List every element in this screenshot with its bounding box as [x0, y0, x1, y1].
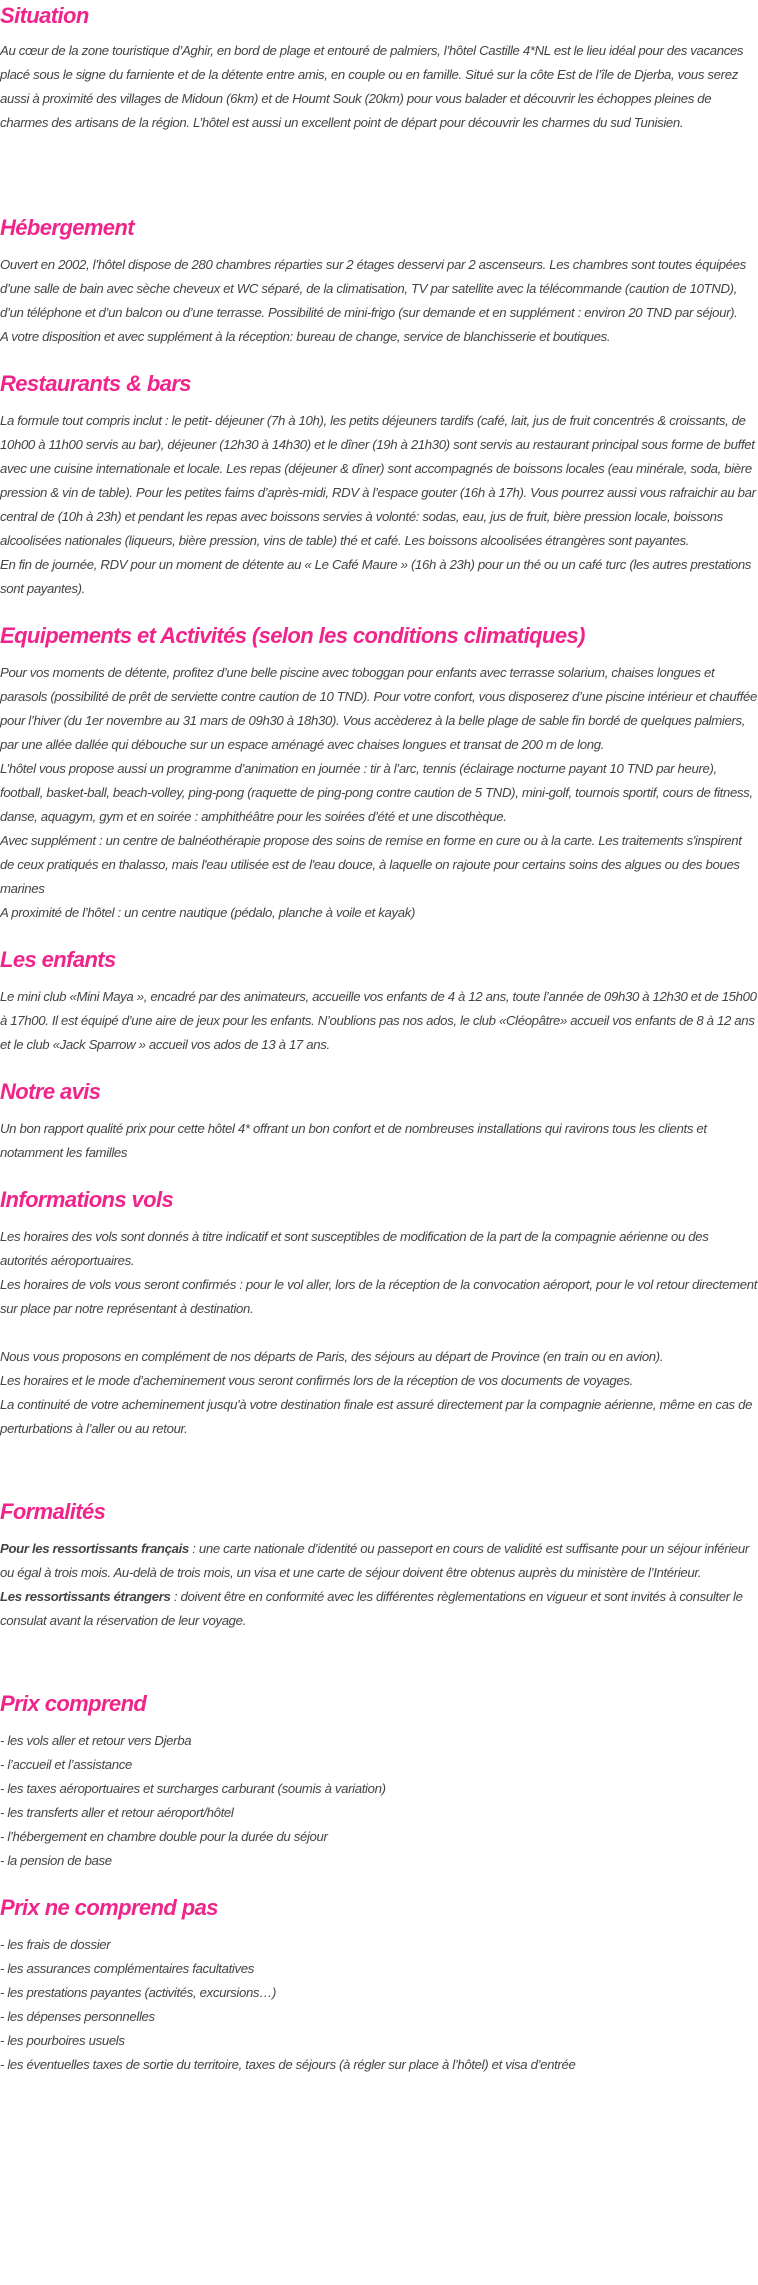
list-item: - les assurances complémentaires facultatives — [0, 1961, 254, 1976]
section-title: Les enfants — [0, 947, 116, 972]
section-title: Informations vols — [0, 1187, 174, 1212]
section-title: Equipements et Activités (selon les conditions climatiques) — [0, 623, 585, 648]
paragraph: Les horaires des vols sont donnés à titre indicatif et sont susceptibles de modification de la part de la compagnie aérienne ou des autorités aéroportuaires. — [0, 1229, 709, 1268]
label-ressortissants-francais: Pour les ressortissants français — [0, 1541, 189, 1556]
paragraph: La continuité de votre acheminement jusqu'à votre destination finale est assuré directement par la compagnie aérienne, même en cas de perturbations à l’aller ou au retour. — [0, 1397, 753, 1436]
section-situation — [0, 0, 758, 135]
list-item: - les éventuelles taxes de sortie du territoire, taxes de séjours (à régler sur place à l’hôtel) et visa d’entrée — [0, 2057, 576, 2072]
paragraph: Au cœur de la zone touristique d’Aghir, en bord de plage et entouré de palmiers, l’hôtel Castille 4*NL est le lieu idéal pour des vacances placé sous le signe du farniente et de la détente entre amis, en couple ou en famille. Situé sur la côte Est de l’île de Djerba, vous serez aussi à proximité des villages de Midoun (6km) et de Houmt Souk (20km) pour vous balader et découvrir les échoppes pleines de charmes des artisans de la région. L’hôtel est aussi un excellent point de départ pour découvrir les charmes du sud Tunisien. — [0, 43, 744, 130]
section-avis — [0, 1077, 758, 1165]
section-vols — [0, 1185, 758, 1441]
section-title: Situation — [0, 3, 89, 28]
paragraph: Avec supplément : un centre de balnéothérapie propose des soins de remise en forme en cure ou à la carte. Les traitements s'inspirent de ceux pratiqués en thalasso, mais l'eau utilisée est de l'eau douce, à laquelle on rajoute pour certains soins des algues ou des boues marines — [0, 833, 742, 896]
section-prix-ne-comprend-pas — [0, 1893, 758, 2077]
paragraph: Un bon rapport qualité prix pour cette hôtel 4* offrant un bon confort et de nombreuses installations qui ravirons tous les clients et notamment les familles — [0, 1121, 707, 1160]
paragraph: Pour vos moments de détente, profitez d’une belle piscine avec toboggan pour enfants avec terrasse solarium, chaises longues et parasols (possibilité de prêt de serviette contre caution de 10 TND). Pour votre confort, vous disposerez d’une piscine intérieur et chauffée pour l’hiver (du 1er novembre au 31 mars de 09h30 à 18h30). Vous accèderez à la belle plage de sable fin bordé de quelques palmiers, par une allée dallée qui débouche sur un espace aménagé avec chaises longues et transat de 200 m de long. — [0, 665, 757, 752]
list-item: - les dépenses personnelles — [0, 2009, 155, 2024]
paragraph: Le mini club «Mini Maya », encadré par des animateurs, accueille vos enfants de 4 à 12 ans, toute l’année de 09h30 à 12h30 et de 15h00 à 17h00. Il est équipé d’une aire de jeux pour les enfants. N’oublions pas nos ados, le club «Cléopâtre» accueil vos enfants de 8 à 12 ans et le club «Jack Sparrow » accueil vos ados de 13 à 17 ans. — [0, 989, 757, 1052]
list-item: - les vols aller et retour vers Djerba — [0, 1733, 192, 1748]
list-item: - l’accueil et l’assistance — [0, 1757, 133, 1772]
section-restaurants — [0, 369, 758, 601]
section-title: Restaurants & bars — [0, 371, 191, 396]
list-item: - les frais de dossier — [0, 1937, 111, 1952]
list-item: - les transferts aller et retour aéroport/hôtel — [0, 1805, 234, 1820]
list-item: - la pension de base — [0, 1853, 112, 1868]
section-title: Hébergement — [0, 215, 134, 240]
section-hebergement — [0, 213, 758, 349]
list-item: - les pourboires usuels — [0, 2033, 125, 2048]
section-title: Formalités — [0, 1499, 106, 1524]
section-title: Prix comprend — [0, 1691, 147, 1716]
paragraph: L’hôtel vous propose aussi un programme d’animation en journée : tir à l’arc, tennis (éclairage nocturne payant 10 TND par heure), football, basket-ball, beach-volley, ping-pong (raquette de ping-pong contre caution de 5 TND), mini-golf, tournois sportif, cours de fitness, danse, aquagym, gym et en soirée : amphithéâtre pour les soirées d’été et une discothèque. — [0, 761, 753, 824]
paragraph: Les horaires de vols vous seront confirmés : pour le vol aller, lors de la réception de la convocation aéroport, pour le vol retour directement sur place par notre représentant à destination. — [0, 1277, 758, 1316]
list-item: - les taxes aéroportuaires et surcharges carburant (soumis à variation) — [0, 1781, 386, 1796]
paragraph: Ouvert en 2002, l’hôtel dispose de 280 chambres réparties sur 2 étages desservi par 2 ascenseurs. Les chambres sont toutes équipées d’une salle de bain avec sèche cheveux et WC séparé, de la climatisation, TV par satellite avec la télécommande (caution de 10TND), d’un téléphone et d’un balcon ou d’une terrasse. Possibilité de mini-frigo (sur demande et en supplément : environ 20 TND par séjour). — [0, 257, 746, 320]
section-formalites — [0, 1497, 758, 1633]
section-enfants — [0, 945, 758, 1057]
paragraph: A proximité de l’hôtel : un centre nautique (pédalo, planche à voile et kayak) — [0, 905, 415, 920]
paragraph: Nous vous proposons en complément de nos départs de Paris, des séjours au départ de Province (en train ou en avion). — [0, 1349, 664, 1364]
section-prix-comprend — [0, 1689, 758, 1873]
paragraph-francais: Pour les ressortissants français : une carte nationale d’identité ou passeport en cours de validité est suffisante pour un séjour inférieur ou égal à trois mois. Au-delà de trois mois, un visa et une carte de séjour doivent être obtenus auprès du ministère de l’Intérieur. — [0, 1541, 749, 1580]
list-item: - l’hébergement en chambre double pour la durée du séjour — [0, 1829, 328, 1844]
paragraph: La formule tout compris inclut : le petit- déjeuner (7h à 10h), les petits déjeuners tardifs (café, lait, jus de fruit concentrés & croissants, de 10h00 à 11h00 servis au bar), déjeuner (12h30 à 14h30) et le dîner (19h à 21h30) sont servis au restaurant principal sous forme de buffet avec une cuisine internationale et locale. Les repas (déjeuner & dîner) sont accompagnés de boissons locales (eau minérale, soda, bière pression & vin de table). Pour les petites faims d’après-midi, RDV à l’espace gouter (16h à 17h). Vous pourrez aussi vous rafraichir au bar central de (10h à 23h) et pendant les repas avec boissons servies à volonté: sodas, eau, jus de fruit, bière pression locale, boissons alcoolisées nationales (liqueurs, bière pression, vins de table) thé et café. Les boissons alcoolisées étrangères sont payantes. — [0, 413, 756, 548]
section-title: Prix ne comprend pas — [0, 1895, 218, 1920]
section-title: Notre avis — [0, 1079, 101, 1104]
section-equipements — [0, 621, 758, 925]
paragraph: En fin de journée, RDV pour un moment de détente au « Le Café Maure » (16h à 23h) pour un thé ou un café turc (les autres prestations sont payantes). — [0, 557, 752, 596]
spacer — [0, 1321, 758, 1345]
paragraph-etrangers: Les ressortissants étrangers : doivent être en conformité avec les différentes règlementations en vigueur et sont invités à consulter le consulat avant la réservation de leur voyage. — [0, 1589, 743, 1628]
label-ressortissants-etrangers: Les ressortissants étrangers — [0, 1589, 171, 1604]
list-item: - les prestations payantes (activités, excursions…) — [0, 1985, 277, 2000]
paragraph: A votre disposition et avec supplément à la réception: bureau de change, service de blanchisserie et boutiques. — [0, 329, 611, 344]
paragraph: Les horaires et le mode d’acheminement vous seront confirmés lors de la réception de vos documents de voyages. — [0, 1373, 633, 1388]
